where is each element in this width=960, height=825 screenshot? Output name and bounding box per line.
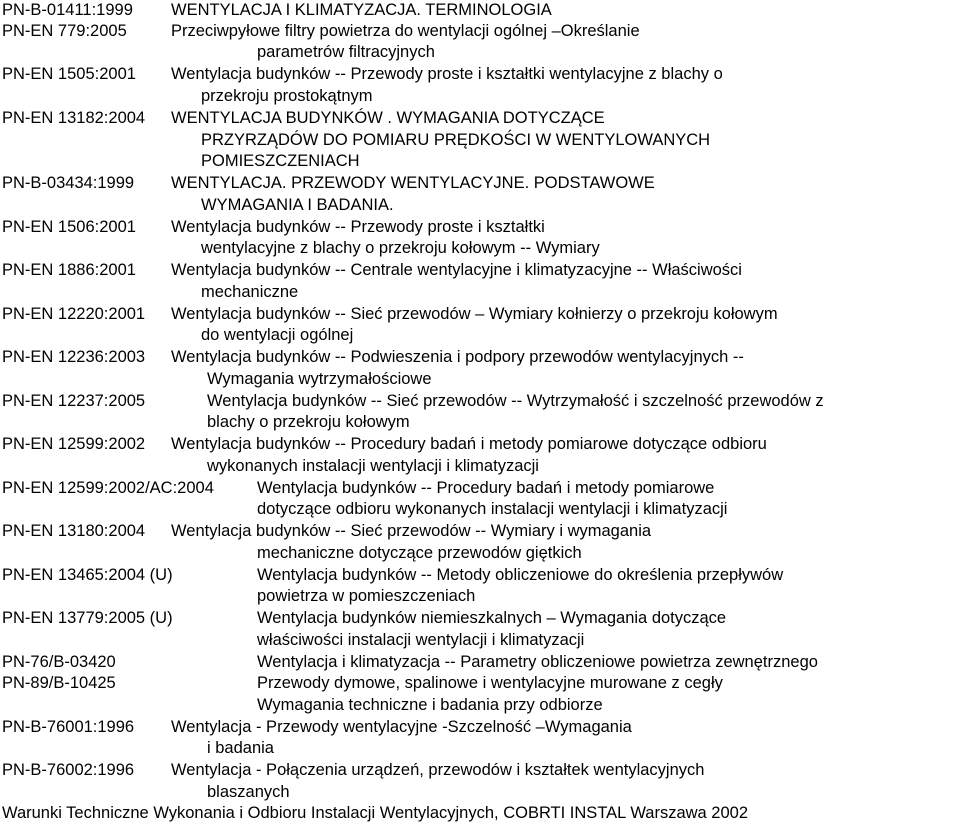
standard-title-line: powietrza w pomieszczeniach <box>257 587 476 605</box>
standard-title-line: Wentylacja budynków -- Sieć przewodów – Wymiary kołnierzy o przekroju kołowym <box>171 305 778 323</box>
standard-code: PN-EN 1506:2001 <box>2 218 136 236</box>
standard-code: PN-EN 13182:2004 <box>2 109 146 127</box>
standard-title-line: Wentylacja budynków -- Przewody proste i kształtki wentylacyjne z blachy o <box>171 65 723 83</box>
standard-code: PN-EN 12599:2002 <box>2 435 146 453</box>
standard-title-line: wykonanych instalacji wentylacji i klimatyzacji <box>207 457 539 475</box>
standard-title-line: Wentylacja budynków -- Przewody proste i kształtki <box>171 218 545 236</box>
standard-code: PN-89/B-10425 <box>2 674 116 692</box>
standard-title-line: WENTYLACJA BUDYNKÓW . WYMAGANIA DOTYCZĄCE <box>171 109 605 127</box>
standard-title-line: mechaniczne <box>201 283 299 301</box>
standard-title-line: Wentylacja budynków -- Centrale wentylacyjne i klimatyzacyjne -- Właściwości <box>171 261 742 279</box>
standard-code: PN-B-01411:1999 <box>2 1 133 19</box>
standard-code: PN-EN 1505:2001 <box>2 65 136 83</box>
standard-title-line: Wentylacja i klimatyzacja -- Parametry obliczeniowe powietrza zewnętrznego <box>257 653 818 671</box>
standard-title-line: WYMAGANIA I BADANIA. <box>201 196 394 214</box>
standard-title-line: blaszanych <box>207 783 290 801</box>
standard-code: PN-EN 13465:2004 (U) <box>2 566 173 584</box>
standard-title-line: WENTYLACJA. PRZEWODY WENTYLACYJNE. PODSTAWOWE <box>171 174 655 192</box>
standard-title-line: Wentylacja budynków -- Procedury badań i metody pomiarowe dotyczące odbioru <box>171 435 767 453</box>
standard-title-line: Przewody dymowe, spalinowe i wentylacyjne murowane z cegły <box>257 674 723 692</box>
standard-code: PN-B-03434:1999 <box>2 174 135 192</box>
standard-code: PN-EN 12220:2001 <box>2 305 146 323</box>
standard-title-line: mechaniczne dotyczące przewodów giętkich <box>257 544 582 562</box>
standard-title-line: Wentylacja budynków niemieszkalnych – Wymagania dotyczące <box>257 609 727 627</box>
standard-code: PN-EN 779:2005 <box>2 22 127 40</box>
standard-title-line: Wentylacja - Połączenia urządzeń, przewodów i kształtek wentylacyjnych <box>171 761 705 779</box>
standard-title-line: PRZYRZĄDÓW DO POMIARU PRĘDKOŚCI W WENTYLOWANYCH <box>201 131 711 149</box>
standard-code: PN-EN 12599:2002/AC:2004 <box>2 479 214 497</box>
standard-title-line: Przeciwpyłowe filtry powietrza do wentylacji ogólnej –Określanie <box>171 22 640 40</box>
standard-title-line: Wentylacja budynków -- Procedury badań i metody pomiarowe <box>257 479 715 497</box>
standard-title-line: parametrów filtracyjnych <box>257 43 435 61</box>
standard-title-line: właściwości instalacji wentylacji i klimatyzacji <box>257 631 585 649</box>
standard-title-line: Wentylacja budynków -- Sieć przewodów -- Wymiary i wymagania <box>171 522 652 540</box>
standard-title-line: dotyczące odbioru wykonanych instalacji wentylacji i klimatyzacji <box>257 500 728 518</box>
standard-title-line: Wentylacja budynków -- Podwieszenia i podpory przewodów wentylacyjnych -- <box>171 348 744 366</box>
standard-code: PN-EN 13180:2004 <box>2 522 146 540</box>
standard-code: PN-76/B-03420 <box>2 653 116 671</box>
standard-title-line: POMIESZCZENIACH <box>201 152 360 170</box>
standard-code: PN-B-76001:1996 <box>2 718 135 736</box>
standard-title-line: Wymagania wytrzymałościowe <box>207 370 432 388</box>
standard-title-line: WENTYLACJA I KLIMATYZACJA. TERMINOLOGIA <box>171 1 552 19</box>
standard-title-line: do wentylacji ogólnej <box>201 326 354 344</box>
standard-title-line: i badania <box>207 739 274 757</box>
standard-title-line: Wentylacja - Przewody wentylacyjne -Szczelność –Wymagania <box>171 718 632 736</box>
standard-title-line: Wymagania techniczne i badania przy odbiorze <box>257 696 603 714</box>
standard-code: PN-EN 12236:2003 <box>2 348 146 366</box>
standard-title-line: Wentylacja budynków -- Metody obliczeniowe do określenia przepływów <box>257 566 784 584</box>
standard-title-line: przekroju prostokątnym <box>201 87 373 105</box>
standard-code: PN-EN 13779:2005 (U) <box>2 609 173 627</box>
standard-code: PN-B-76002:1996 <box>2 761 135 779</box>
standard-code: PN-EN 1886:2001 <box>2 261 136 279</box>
source-footer: Warunki Techniczne Wykonania i Odbioru Instalacji Wentylacyjnych, COBRTI INSTAL Warszawa 2002 <box>2 804 749 822</box>
standard-title-line: wentylacyjne z blachy o przekroju kołowym -- Wymiary <box>201 239 600 257</box>
standard-title-line: Wentylacja budynków -- Sieć przewodów -- Wytrzymałość i szczelność przewodów z <box>207 392 824 410</box>
standard-code: PN-EN 12237:2005 <box>2 392 146 410</box>
standard-title-line: blachy o przekroju kołowym <box>207 413 410 431</box>
